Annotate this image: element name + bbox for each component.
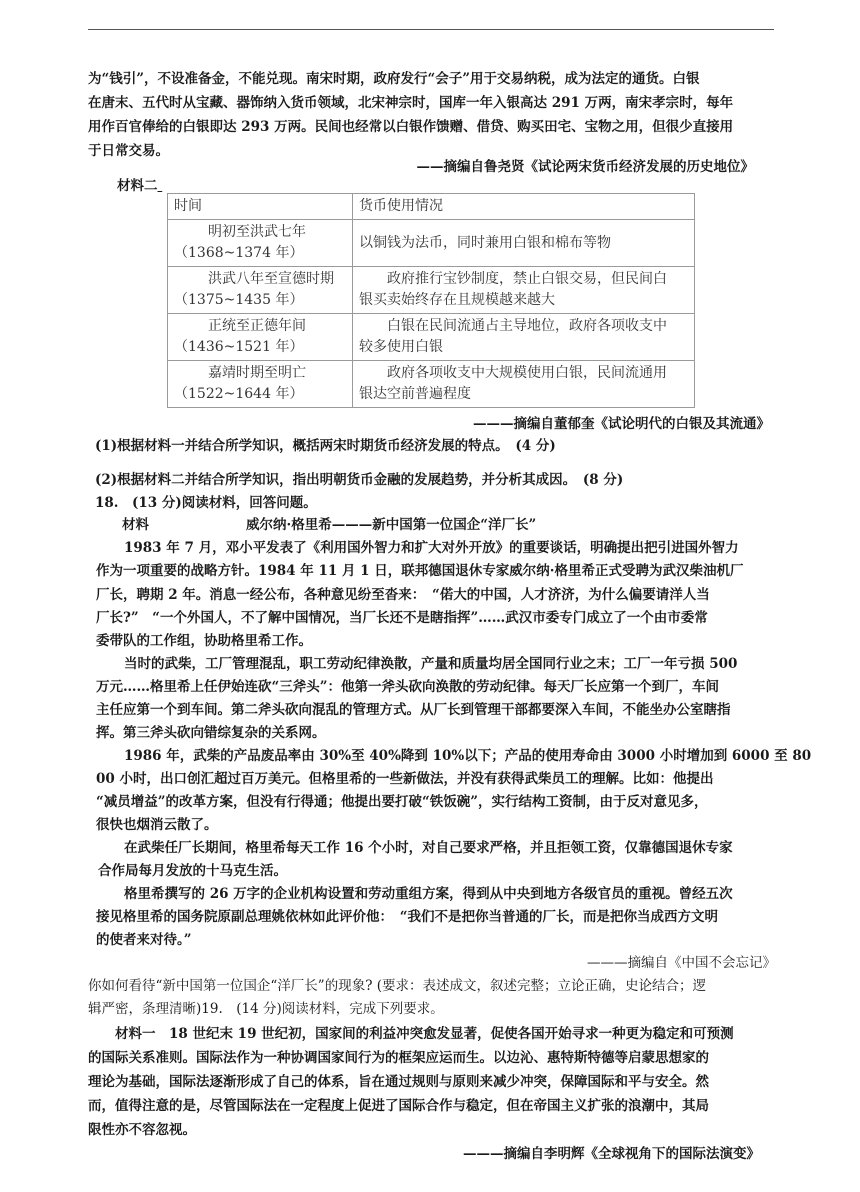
question-1: (1)根据材料一并结合所学知识，概括两宋时期货币经济发展的特点。 (4 分) bbox=[95, 438, 556, 454]
passage-line: 当时的武柴，工厂管理混乱，职工劳动纪律涣散，产量和质量均居全国同行业之末；工厂一年亏损 500 bbox=[124, 656, 738, 672]
passage-line: 合作局每月发放的十马克生活。 bbox=[98, 863, 287, 879]
passage-line: 厂长，聘期 2 年。消息一经公布，各种意见纷至沓来： “偌大的中国，人才济济，为什么偏要请洋人当 bbox=[96, 587, 710, 603]
table-row bbox=[168, 361, 695, 408]
passage-line: 委带队的工作组，协助格里希工作。 bbox=[96, 633, 312, 649]
passage-line: 在唐末、五代时从宝藏、器饰纳入货币领域，北宋神宗时，国库一年入银高达 291 万两，南宋孝宗时，每年 bbox=[88, 95, 734, 111]
material-label: 材料 bbox=[122, 517, 149, 533]
q18-prompt: 辑严密，条理清晰)19. (14 分)阅读材料，完成下列要求。 bbox=[88, 1001, 444, 1017]
passage-line: 在武柴任厂长期间，格里希每天工作 16 个小时，对自己要求严格，并且拒领工资，仅靠德国退休专家 bbox=[124, 840, 733, 856]
passage-line: 主任应第一个到车间。第二斧头砍向混乱的管理方式。从厂长到管理干部都要深入车间，不能坐办公室瞎指 bbox=[96, 702, 731, 718]
passage-line: 而，值得注意的是，尽管国际法在一定程度上促进了国际合作与稳定，但在帝国主义扩张的浪潮中，其局 bbox=[88, 1098, 709, 1114]
passage-line: 1983 年 7 月，邓小平发表了《利用国外智力和扩大对外开放》的重要谈话，明确提出把引进国外智力 bbox=[124, 540, 739, 556]
source-citation: ———摘编自《中国不会忘记》 bbox=[587, 955, 776, 971]
passage-line: 00 小时，出口创汇超过百万美元。但格里希的一些新做法，并没有获得武柴员工的理解。比如：他提出 bbox=[96, 771, 714, 787]
passage-line: 理论为基础，国际法逐渐形成了自己的体系，旨在通过规则与原则来减少冲突，保障国际和平与安全。然 bbox=[88, 1074, 709, 1090]
q18-heading: 18. (13 分)阅读材料，回答问题。 bbox=[95, 495, 317, 511]
passage-line: 很快也烟消云散了。 bbox=[96, 817, 218, 833]
period-cell: 嘉靖时期至明亡 （1522~1644 年） bbox=[168, 361, 353, 408]
table-row bbox=[168, 267, 695, 314]
passage-line: 限性亦不容忽视。 bbox=[88, 1122, 196, 1138]
passage-line: 万元……格里希上任伊始连砍“三斧头”：他第一斧头砍向涣散的劳动纪律。每天厂长应第一个到厂，车间 bbox=[96, 679, 720, 695]
currency-table bbox=[167, 193, 695, 408]
table-header-row bbox=[168, 194, 695, 220]
period-cell: 正统至正德年间 （1436~1521 年） bbox=[168, 314, 353, 361]
question-2: (2)根据材料二并结合所学知识，指出明朝货币金融的发展趋势，并分析其成因。 (8 分) bbox=[95, 472, 624, 488]
passage-line: 用作百官俸给的白银即达 293 万两。民间也经常以白银作馈赠、借贷、购买田宅、宝物之用，但很少直接用 bbox=[88, 119, 734, 135]
passage-line: 作为一项重要的战略方针。1984 年 11 月 1 日，联邦德国退休专家威尔纳·格里希正式受聘为武汉柴油机厂 bbox=[96, 563, 744, 579]
passage-line: 材料一 18 世纪末 19 世纪初，国家间的利益冲突愈发显著，促使各国开始寻求一种更为稳定和可预测 bbox=[115, 1026, 734, 1042]
usage-cell: 政府各项收支中大规模使用白银，民间流通用 银达空前普遍程度 bbox=[353, 361, 695, 408]
table-row bbox=[168, 314, 695, 361]
passage-line: 挥。第三斧头砍向错综复杂的关系网。 bbox=[96, 725, 326, 741]
table-header-cell: 时间 bbox=[168, 194, 353, 220]
material-label: 材料二 bbox=[117, 178, 158, 194]
material-title: 威尔纳·格里希———新中国第一位国企“洋厂长” bbox=[246, 517, 537, 533]
passage-line: 接见格里希的国务院原副总理姚依林如此评价他： “我们不是把你当普通的厂长，而是把你当成西方文明 bbox=[96, 909, 719, 925]
period-cell: 洪武八年至宣德时期 （1375~1435 年） bbox=[168, 267, 353, 314]
table-row bbox=[168, 220, 695, 267]
passage-line: 厂长?” “一个外国人，不了解中国情况，当厂长还不是瞎指挥”……武汉市委专门成立了一个由市委常 bbox=[96, 610, 708, 626]
usage-cell: 政府推行宝钞制度，禁止白银交易，但民间白 银买卖始终存在且规模越来越大 bbox=[353, 267, 695, 314]
passage-line: “减员增益”的改革方案，但没有行得通；他提出要打破“铁饭碗”，实行结构工资制，由于反对意见多， bbox=[96, 794, 708, 810]
passage-line: 1986 年，武柴的产品废品率由 30%至 40%降到 10%以下；产品的使用寿命由 3000 小时增加到 6000 至 80 bbox=[124, 748, 812, 764]
source-citation: ———摘编自李明辉《全球视角下的国际法演变》 bbox=[463, 1146, 760, 1162]
passage-line: 为“钱引”，不设准备金，不能兑现。南宋时期，政府发行“会子”用于交易纳税，成为法定的通货。白银 bbox=[88, 71, 700, 87]
table-header-cell: 货币使用情况 bbox=[353, 194, 695, 220]
period-cell: 明初至洪武七年 （1368~1374 年） bbox=[168, 220, 353, 267]
header-rule bbox=[88, 29, 774, 30]
passage-line: 的国际关系准则。国际法作为一种协调国家间行为的框架应运而生。以边沁、惠特斯特德等启蒙思想家的 bbox=[88, 1050, 709, 1066]
source-citation: ———摘编自董郁奎《试论明代的白银及其流通》 bbox=[473, 416, 770, 432]
passage-line: 于日常交易。 bbox=[88, 143, 169, 159]
passage-line: 格里希撰写的 26 万字的企业机构设置和劳动重组方案，得到从中央到地方各级官员的重视。曾经五次 bbox=[124, 886, 733, 902]
q18-prompt: 你如何看待“新中国第一位国企“洋厂长”的现象? (要求：表述成文，叙述完整；立论正确，史论结合；逻 bbox=[88, 978, 706, 994]
passage-line: 的使者来对待。” bbox=[96, 932, 192, 948]
usage-cell: 以铜钱为法币，同时兼用白银和棉布等物 bbox=[353, 220, 695, 267]
usage-cell: 白银在民间流通占主导地位，政府各项收支中 较多使用白银 bbox=[353, 314, 695, 361]
source-citation: ——摘编自鲁尧贤《试论两宋货币经济发展的历史地位》 bbox=[416, 159, 754, 175]
